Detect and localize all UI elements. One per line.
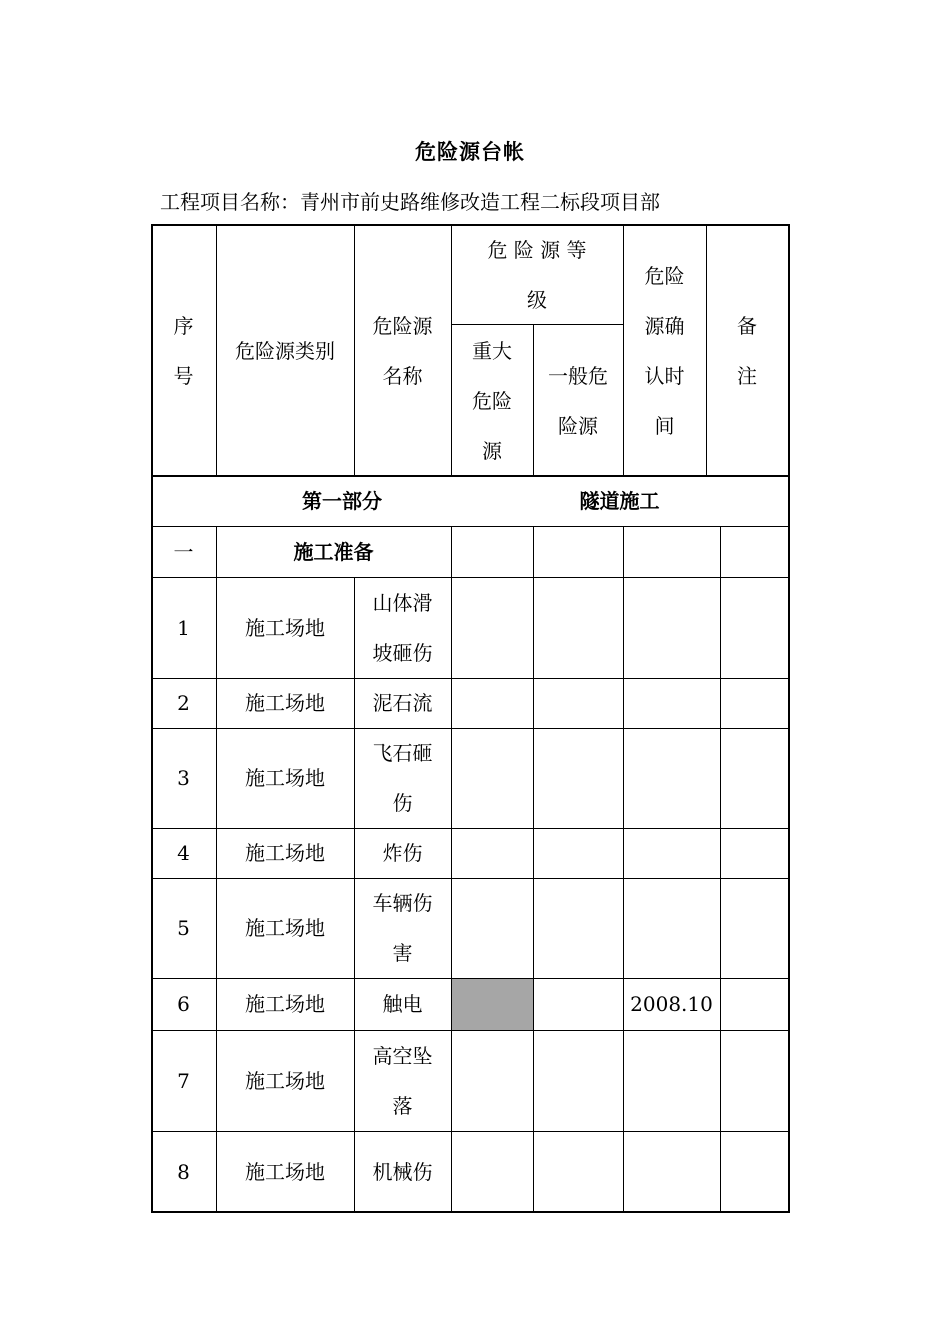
row-border-2 [151, 728, 788, 729]
header-major-text: 重大 危险 源 [472, 338, 512, 463]
row-5-seq-text: 5 [177, 916, 190, 940]
table-right-border [788, 224, 790, 1213]
row-7-seq [151, 1030, 216, 1131]
row-3-category-text: 施工场地 [245, 766, 325, 790]
part-row-border [151, 526, 788, 527]
row-8-category [216, 1131, 354, 1212]
row-4-seq-text: 4 [177, 841, 190, 865]
header-category [216, 225, 354, 476]
data-col-line-5 [623, 578, 624, 1212]
row-5-seq [151, 878, 216, 978]
row-4-name-text: 炸伤 [382, 841, 423, 865]
header-col-line-5 [706, 225, 707, 476]
header-seq [151, 225, 216, 476]
level-divider [451, 324, 623, 325]
row-3-confirm-time [623, 728, 720, 828]
row-5-category-text: 施工场地 [245, 916, 325, 940]
row-2-confirm-time [623, 678, 720, 728]
data-col-line-4 [533, 578, 534, 1212]
row-8-name [354, 1131, 451, 1212]
header-col-line-1 [216, 225, 217, 476]
data-col-line-3 [451, 578, 452, 1212]
row-2-category-text: 施工场地 [245, 691, 325, 715]
header-category-text: 危险源类别 [235, 338, 335, 363]
header-major [451, 325, 533, 476]
row-7-name [354, 1030, 451, 1131]
row-6-category [216, 978, 354, 1030]
section-col-line-1 [216, 527, 217, 578]
row-border-1 [151, 678, 788, 679]
row-8-seq [151, 1131, 216, 1212]
row-border-4 [151, 878, 788, 879]
header-general [533, 325, 623, 476]
header-bottom-border [151, 475, 788, 477]
row-3-name [354, 728, 451, 828]
row-4-confirm-time [623, 828, 720, 878]
row-5-category [216, 878, 354, 978]
data-col-line-1 [216, 578, 217, 1212]
row-6-seq-text: 6 [177, 992, 190, 1016]
row-7-category-text: 施工场地 [245, 1068, 325, 1093]
row-border-5 [151, 978, 788, 979]
row-2-name [354, 678, 451, 728]
row-6-name-text: 触电 [382, 992, 423, 1016]
row-5-confirm-time [623, 878, 720, 978]
row-1-category [216, 578, 354, 678]
part-name [533, 476, 706, 526]
row-2-name-text: 泥石流 [372, 691, 433, 715]
row-4-category-text: 施工场地 [245, 841, 325, 865]
row-8-seq-text: 8 [177, 1159, 190, 1184]
section-col-line-5 [720, 527, 721, 578]
table-top-border [151, 224, 789, 226]
table-bottom-border [151, 1211, 789, 1213]
header-level [451, 225, 623, 325]
section-name [216, 527, 451, 577]
part-label [151, 476, 533, 526]
row-8-name-text: 机械伤 [372, 1159, 433, 1184]
row-6-name [354, 978, 451, 1030]
table-left-border [151, 224, 153, 1213]
row-2-category [216, 678, 354, 728]
row-3-seq-text: 3 [177, 766, 190, 790]
row-6-category-text: 施工场地 [245, 992, 325, 1016]
row-7-name-text: 高空坠 落 [372, 1043, 433, 1118]
part-label-text: 第一部分 [302, 489, 382, 513]
header-col-line-major-general [533, 325, 534, 476]
section-row-border [151, 577, 788, 578]
header-col-line-2 [354, 225, 355, 476]
header-col-line-3 [451, 225, 452, 476]
section-seq-text: 一 [173, 540, 194, 564]
row-7-confirm-time [623, 1030, 720, 1131]
row-border-3 [151, 828, 788, 829]
row-4-category [216, 828, 354, 878]
row-3-seq [151, 728, 216, 828]
row-1-name-text: 山体滑 坡砸伤 [372, 591, 433, 665]
row-1-seq-text: 1 [177, 616, 190, 640]
row-6-confirm-time-text: 2008.10 [630, 992, 713, 1016]
row-1-confirm-time [623, 578, 720, 678]
major-hazard-mark [451, 978, 533, 1030]
row-8-category-text: 施工场地 [245, 1159, 325, 1184]
section-col-line-4 [623, 527, 624, 578]
header-name-text: 危险源 名称 [372, 313, 433, 388]
data-col-line-2 [354, 578, 355, 1212]
header-seq-text: 序 号 [173, 313, 194, 388]
row-5-name-text: 车辆伤 害 [372, 891, 433, 965]
header-confirm-time-text: 危险 源确 认时 间 [644, 263, 685, 438]
row-6-seq [151, 978, 216, 1030]
row-border-7 [151, 1131, 788, 1132]
row-7-seq-text: 7 [177, 1068, 190, 1093]
row-8-confirm-time [623, 1131, 720, 1212]
row-1-category-text: 施工场地 [245, 616, 325, 640]
header-level-text: 危 险 源 等 级 [487, 238, 587, 312]
row-3-name-text: 飞石砸 伤 [372, 741, 433, 815]
header-remark-text: 备 注 [737, 313, 757, 388]
section-seq [151, 527, 216, 577]
row-1-name [354, 578, 451, 678]
row-2-seq-text: 2 [177, 691, 190, 715]
row-1-seq [151, 578, 216, 678]
section-name-text: 施工准备 [293, 540, 374, 564]
page-title: 危险源台帐 [415, 139, 525, 164]
project-name: 工程项目名称：青州市前史路维修改造工程二标段项目部 [160, 190, 660, 214]
header-name [354, 225, 451, 476]
section-col-line-3 [533, 527, 534, 578]
row-3-category [216, 728, 354, 828]
row-4-seq [151, 828, 216, 878]
header-general-text: 一般危 险源 [548, 363, 608, 438]
data-col-line-6 [720, 578, 721, 1212]
row-5-name [354, 878, 451, 978]
row-border-6 [151, 1030, 788, 1031]
part-name-text: 隧道施工 [579, 489, 660, 513]
row-2-seq [151, 678, 216, 728]
row-4-name [354, 828, 451, 878]
header-col-line-4 [623, 225, 624, 476]
section-col-line-2 [451, 527, 452, 578]
header-confirm-time [623, 225, 706, 476]
row-6-confirm-time [623, 978, 720, 1030]
row-7-category [216, 1030, 354, 1131]
header-remark [706, 225, 788, 476]
